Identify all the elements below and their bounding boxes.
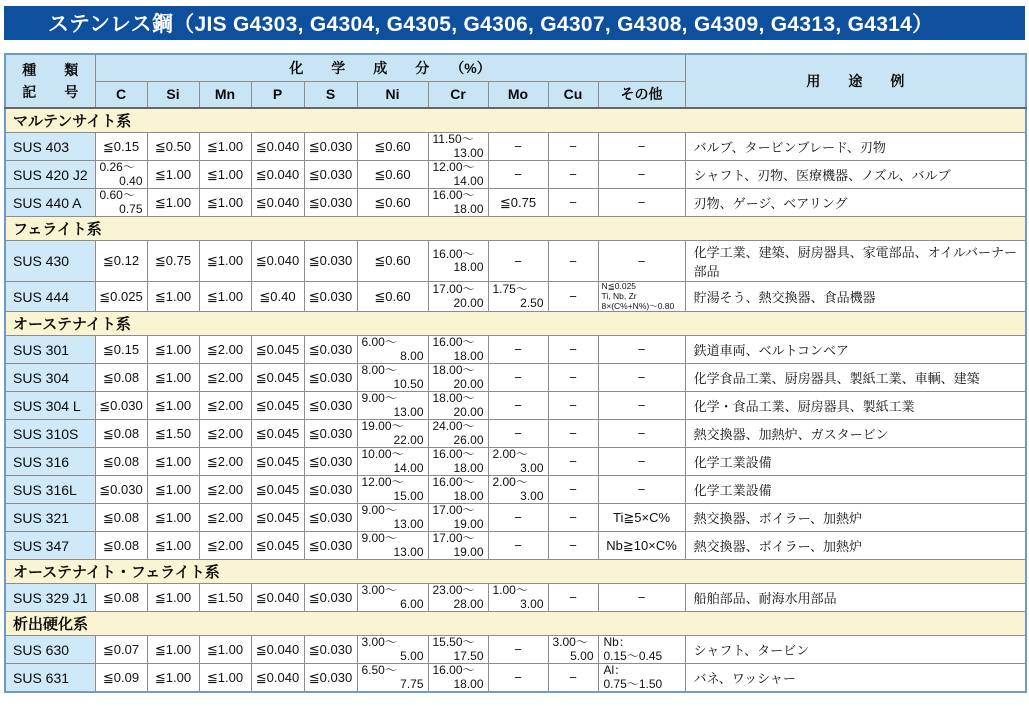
chem-value-mn: ≦2.00 xyxy=(199,448,251,476)
usage-examples: シャフト、タービン xyxy=(685,636,1026,664)
grade-code: SUS 347 xyxy=(5,532,95,560)
grade-row xyxy=(5,664,1026,692)
chem-value-ni: 6.00～ 8.00 xyxy=(357,336,428,364)
chem-value-mo: − xyxy=(488,420,548,448)
section-title: フェライト系 xyxy=(5,217,1026,241)
chem-value-cu: − xyxy=(548,584,598,612)
chem-value-mo: 2.00～ 3.00 xyxy=(488,476,548,504)
chem-value-other: − xyxy=(598,336,685,364)
usage-examples: 鉄道車両、ベルトコンベア xyxy=(685,336,1026,364)
usage-examples: 化学・食品工業、厨房器具、製紙工業 xyxy=(685,392,1026,420)
chem-value-si: ≦1.00 xyxy=(147,282,199,312)
chem-value-cu: − xyxy=(548,364,598,392)
grade-row xyxy=(5,336,1026,364)
section-title: オーステナイト・フェライト系 xyxy=(5,560,1026,584)
chem-value-cr: 11.50～ 13.00 xyxy=(428,133,488,161)
chem-value-other: − xyxy=(598,189,685,217)
chem-value-si: ≦1.00 xyxy=(147,664,199,692)
chem-value-cr: 18.00～ 20.00 xyxy=(428,392,488,420)
grade-code: SUS 304 xyxy=(5,364,95,392)
chem-value-cr: 16.00～ 18.00 xyxy=(428,664,488,692)
grade-row xyxy=(5,189,1026,217)
chem-value-p: ≦0.040 xyxy=(251,584,304,612)
chem-value-cr: 17.00～ 19.00 xyxy=(428,504,488,532)
chem-value-mn: ≦1.00 xyxy=(199,636,251,664)
chem-value-si: ≦1.50 xyxy=(147,420,199,448)
chem-value-cu: − xyxy=(548,504,598,532)
col-header-si: Si xyxy=(147,81,199,108)
chem-value-si: ≦1.00 xyxy=(147,476,199,504)
chem-value-mo: − xyxy=(488,504,548,532)
chem-value-c: ≦0.09 xyxy=(95,664,147,692)
grade-code: SUS 440 A xyxy=(5,189,95,217)
chem-value-mn: ≦1.00 xyxy=(199,189,251,217)
chem-value-s: ≦0.030 xyxy=(304,448,357,476)
chem-value-c: ≦0.15 xyxy=(95,133,147,161)
col-header-p: P xyxy=(251,81,304,108)
usage-examples: 熱交換器、ボイラー、加熱炉 xyxy=(685,504,1026,532)
chem-value-other: − xyxy=(598,364,685,392)
grade-code: SUS 321 xyxy=(5,504,95,532)
chem-value-mo: 1.00～ 3.00 xyxy=(488,584,548,612)
chem-value-other: − xyxy=(598,584,685,612)
chem-value-si: ≦1.00 xyxy=(147,504,199,532)
chem-value-p: ≦0.045 xyxy=(251,448,304,476)
chem-value-ni: ≦0.60 xyxy=(357,241,428,282)
chem-value-c: ≦0.08 xyxy=(95,504,147,532)
grade-code: SUS 316L xyxy=(5,476,95,504)
chem-value-cu: − xyxy=(548,392,598,420)
chem-value-cu: − xyxy=(548,161,598,189)
chem-value-mo: 1.75～ 2.50 xyxy=(488,282,548,312)
usage-examples: バルブ、タービンブレード、刃物 xyxy=(685,133,1026,161)
chem-value-s: ≦0.030 xyxy=(304,133,357,161)
chem-value-mn: ≦2.00 xyxy=(199,336,251,364)
chem-value-mn: ≦2.00 xyxy=(199,392,251,420)
chem-value-cr: 23.00～ 28.00 xyxy=(428,584,488,612)
chem-value-s: ≦0.030 xyxy=(304,504,357,532)
col-header-other: その他 xyxy=(598,81,685,108)
usage-header: 用 途 例 xyxy=(685,54,1026,108)
chem-value-cr: 12.00～ 14.00 xyxy=(428,161,488,189)
chem-value-c: ≦0.08 xyxy=(95,420,147,448)
chem-value-mo: − xyxy=(488,133,548,161)
kind-code-header xyxy=(5,54,95,108)
chem-value-si: ≦1.00 xyxy=(147,189,199,217)
chem-value-other: Al： 0.75～1.50 xyxy=(598,664,685,692)
usage-examples: 貯湯そう、熱交換器、食品機器 xyxy=(685,282,1026,312)
col-header-mn: Mn xyxy=(199,81,251,108)
chem-value-p: ≦0.040 xyxy=(251,636,304,664)
stainless-steel-spec-table xyxy=(4,53,1027,693)
chem-value-mn: ≦2.00 xyxy=(199,532,251,560)
chem-value-s: ≦0.030 xyxy=(304,364,357,392)
chem-value-p: ≦0.045 xyxy=(251,532,304,560)
section-row xyxy=(5,217,1026,241)
page-title: ステンレス鋼（JIS G4303, G4304, G4305, G4306, G4307, G4308, G4309, G4313, G4314） xyxy=(4,6,1025,40)
header-row-1 xyxy=(5,54,1026,81)
chem-value-s: ≦0.030 xyxy=(304,336,357,364)
chem-value-mn: ≦2.00 xyxy=(199,476,251,504)
chem-value-cu: − xyxy=(548,664,598,692)
chem-value-mo: − xyxy=(488,664,548,692)
col-header-ni: Ni xyxy=(357,81,428,108)
chem-value-ni: 3.00～ 5.00 xyxy=(357,636,428,664)
grade-row xyxy=(5,161,1026,189)
usage-examples: 熱交換器、ボイラー、加熱炉 xyxy=(685,532,1026,560)
chem-value-ni: ≦0.60 xyxy=(357,161,428,189)
chem-value-c: ≦0.12 xyxy=(95,241,147,282)
chem-value-other: N≦0.025 Ti, Nb, Zr 8×(C%+N%)～0.80 xyxy=(598,282,685,312)
usage-examples: 刃物、ゲージ、ベアリング xyxy=(685,189,1026,217)
chem-value-cu: − xyxy=(548,476,598,504)
usage-examples: 化学工業設備 xyxy=(685,476,1026,504)
chem-value-c: ≦0.07 xyxy=(95,636,147,664)
chem-value-p: ≦0.045 xyxy=(251,392,304,420)
grade-row xyxy=(5,420,1026,448)
chem-value-mn: ≦1.00 xyxy=(199,161,251,189)
chem-value-c: ≦0.15 xyxy=(95,336,147,364)
chem-value-cu: − xyxy=(548,133,598,161)
chem-value-mn: ≦1.00 xyxy=(199,664,251,692)
chem-value-si: ≦1.00 xyxy=(147,532,199,560)
chem-value-cu: − xyxy=(548,532,598,560)
chem-value-s: ≦0.030 xyxy=(304,241,357,282)
chem-value-p: ≦0.045 xyxy=(251,364,304,392)
chem-value-cu: − xyxy=(548,336,598,364)
grade-row xyxy=(5,282,1026,312)
chem-value-si: ≦1.00 xyxy=(147,161,199,189)
chem-value-ni: 6.50～ 7.75 xyxy=(357,664,428,692)
usage-examples: 化学食品工業、厨房器具、製紙工業、車輌、建築 xyxy=(685,364,1026,392)
chem-value-c: ≦0.08 xyxy=(95,584,147,612)
chem-value-si: ≦1.00 xyxy=(147,336,199,364)
chem-value-s: ≦0.030 xyxy=(304,664,357,692)
grade-row xyxy=(5,584,1026,612)
grade-row xyxy=(5,392,1026,420)
chem-value-si: ≦1.00 xyxy=(147,636,199,664)
chem-value-ni: 19.00～ 22.00 xyxy=(357,420,428,448)
chem-value-other: − xyxy=(598,448,685,476)
chem-value-cr: 24.00～ 26.00 xyxy=(428,420,488,448)
chem-value-mo: − xyxy=(488,532,548,560)
chem-value-s: ≦0.030 xyxy=(304,161,357,189)
chem-value-cr: 15.50～ 17.50 xyxy=(428,636,488,664)
chem-value-si: ≦0.75 xyxy=(147,241,199,282)
chem-value-mn: ≦2.00 xyxy=(199,504,251,532)
grade-code: SUS 420 J2 xyxy=(5,161,95,189)
section-row xyxy=(5,312,1026,336)
chem-value-mo: − xyxy=(488,161,548,189)
chem-value-c: 0.26～ 0.40 xyxy=(95,161,147,189)
chem-value-other: Ti≧5×C% xyxy=(598,504,685,532)
chem-value-cu: − xyxy=(548,241,598,282)
chem-value-c: 0.60～ 0.75 xyxy=(95,189,147,217)
grade-row xyxy=(5,241,1026,282)
chem-value-p: ≦0.040 xyxy=(251,664,304,692)
chem-value-cr: 16.00～ 18.00 xyxy=(428,336,488,364)
chem-value-p: ≦0.040 xyxy=(251,133,304,161)
chem-value-cr: 16.00～ 18.00 xyxy=(428,448,488,476)
chem-value-cu: − xyxy=(548,448,598,476)
section-row xyxy=(5,108,1026,133)
chem-value-mo: − xyxy=(488,336,548,364)
chem-value-p: ≦0.040 xyxy=(251,189,304,217)
chem-value-cu: 3.00～ 5.00 xyxy=(548,636,598,664)
chem-value-ni: ≦0.60 xyxy=(357,189,428,217)
chem-value-s: ≦0.030 xyxy=(304,532,357,560)
chem-value-si: ≦0.50 xyxy=(147,133,199,161)
chem-value-ni: 9.00～ 13.00 xyxy=(357,392,428,420)
chem-value-mo: 2.00～ 3.00 xyxy=(488,448,548,476)
chem-value-si: ≦1.00 xyxy=(147,448,199,476)
chem-value-other: − xyxy=(598,241,685,282)
chem-value-ni: 8.00～ 10.50 xyxy=(357,364,428,392)
col-header-s: S xyxy=(304,81,357,108)
chem-value-mo: − xyxy=(488,241,548,282)
chem-value-c: ≦0.08 xyxy=(95,364,147,392)
chem-value-other: Nb： 0.15～0.45 xyxy=(598,636,685,664)
chem-value-mo: ≦0.75 xyxy=(488,189,548,217)
chem-value-p: ≦0.045 xyxy=(251,420,304,448)
chem-value-p: ≦0.045 xyxy=(251,476,304,504)
table-body xyxy=(5,108,1026,692)
chem-value-p: ≦0.045 xyxy=(251,504,304,532)
chem-value-s: ≦0.030 xyxy=(304,420,357,448)
section-title: マルテンサイト系 xyxy=(5,108,1026,133)
chem-value-other: − xyxy=(598,392,685,420)
grade-row xyxy=(5,133,1026,161)
chem-value-other: − xyxy=(598,476,685,504)
section-title: 析出硬化系 xyxy=(5,612,1026,636)
chem-value-s: ≦0.030 xyxy=(304,189,357,217)
grade-code: SUS 630 xyxy=(5,636,95,664)
chem-value-cu: − xyxy=(548,420,598,448)
chem-value-si: ≦1.00 xyxy=(147,364,199,392)
chem-value-s: ≦0.030 xyxy=(304,282,357,312)
col-header-cr: Cr xyxy=(428,81,488,108)
chem-value-cr: 18.00～ 20.00 xyxy=(428,364,488,392)
code-label: 記 号 xyxy=(22,84,79,100)
chem-value-mn: ≦1.00 xyxy=(199,282,251,312)
usage-examples: 化学工業設備 xyxy=(685,448,1026,476)
chem-value-c: ≦0.025 xyxy=(95,282,147,312)
chem-value-s: ≦0.030 xyxy=(304,584,357,612)
grade-row xyxy=(5,532,1026,560)
chem-value-p: ≦0.040 xyxy=(251,241,304,282)
chem-value-mn: ≦2.00 xyxy=(199,420,251,448)
grade-code: SUS 301 xyxy=(5,336,95,364)
chem-value-si: ≦1.00 xyxy=(147,584,199,612)
section-row xyxy=(5,612,1026,636)
chem-value-other: − xyxy=(598,420,685,448)
chem-value-c: ≦0.030 xyxy=(95,392,147,420)
chem-value-cr: 17.00～ 19.00 xyxy=(428,532,488,560)
chem-value-ni: 12.00～ 15.00 xyxy=(357,476,428,504)
grade-row xyxy=(5,364,1026,392)
chem-value-cu: − xyxy=(548,282,598,312)
col-header-cu: Cu xyxy=(548,81,598,108)
grade-code: SUS 316 xyxy=(5,448,95,476)
chem-value-ni: ≦0.60 xyxy=(357,133,428,161)
chem-value-c: ≦0.08 xyxy=(95,532,147,560)
chem-value-cr: 16.00～ 18.00 xyxy=(428,189,488,217)
chem-value-mo: − xyxy=(488,392,548,420)
grade-code: SUS 444 xyxy=(5,282,95,312)
chem-value-s: ≦0.030 xyxy=(304,392,357,420)
grade-code: SUS 430 xyxy=(5,241,95,282)
usage-examples: バネ、ワッシャー xyxy=(685,664,1026,692)
chem-value-other: Nb≧10×C% xyxy=(598,532,685,560)
chem-value-ni: 3.00～ 6.00 xyxy=(357,584,428,612)
chem-value-mn: ≦1.00 xyxy=(199,133,251,161)
chem-value-mn: ≦1.50 xyxy=(199,584,251,612)
chem-value-si: ≦1.00 xyxy=(147,392,199,420)
grade-code: SUS 403 xyxy=(5,133,95,161)
chem-value-mo: − xyxy=(488,636,548,664)
chem-value-p: ≦0.040 xyxy=(251,161,304,189)
chem-value-ni: 10.00～ 14.00 xyxy=(357,448,428,476)
grade-row xyxy=(5,636,1026,664)
chem-value-p: ≦0.045 xyxy=(251,336,304,364)
usage-examples: シャフト、刃物、医療機器、ノズル、バルブ xyxy=(685,161,1026,189)
chem-value-mn: ≦2.00 xyxy=(199,364,251,392)
chem-value-other: − xyxy=(598,161,685,189)
usage-examples: 化学工業、建築、厨房器具、家電部品、オイルバーナー部品 xyxy=(685,241,1026,282)
col-header-mo: Mo xyxy=(488,81,548,108)
table-header xyxy=(5,54,1026,108)
chem-value-ni: ≦0.60 xyxy=(357,282,428,312)
grade-code: SUS 631 xyxy=(5,664,95,692)
grade-row xyxy=(5,476,1026,504)
chem-value-ni: 9.00～ 13.00 xyxy=(357,532,428,560)
usage-examples: 熱交換器、加熱炉、ガスタービン xyxy=(685,420,1026,448)
chem-value-s: ≦0.030 xyxy=(304,636,357,664)
chem-value-other: − xyxy=(598,133,685,161)
section-title: オーステナイト系 xyxy=(5,312,1026,336)
chem-value-p: ≦0.40 xyxy=(251,282,304,312)
kind-label: 種 類 xyxy=(22,62,79,78)
grade-code: SUS 329 J1 xyxy=(5,584,95,612)
chem-value-cr: 16.00～ 18.00 xyxy=(428,476,488,504)
chem-value-c: ≦0.030 xyxy=(95,476,147,504)
grade-code: SUS 304 L xyxy=(5,392,95,420)
chem-value-cu: − xyxy=(548,189,598,217)
grade-code: SUS 310S xyxy=(5,420,95,448)
chem-value-cr: 17.00～ 20.00 xyxy=(428,282,488,312)
chem-value-cr: 16.00～ 18.00 xyxy=(428,241,488,282)
chem-value-c: ≦0.08 xyxy=(95,448,147,476)
chem-value-ni: 9.00～ 13.00 xyxy=(357,504,428,532)
usage-examples: 船舶部品、耐海水用部品 xyxy=(685,584,1026,612)
chemical-composition-header: 化 学 成 分 （%） xyxy=(95,54,685,81)
chem-value-mn: ≦1.00 xyxy=(199,241,251,282)
chem-value-mo: − xyxy=(488,364,548,392)
grade-row xyxy=(5,448,1026,476)
section-row xyxy=(5,560,1026,584)
chem-value-s: ≦0.030 xyxy=(304,476,357,504)
col-header-c: C xyxy=(95,81,147,108)
grade-row xyxy=(5,504,1026,532)
